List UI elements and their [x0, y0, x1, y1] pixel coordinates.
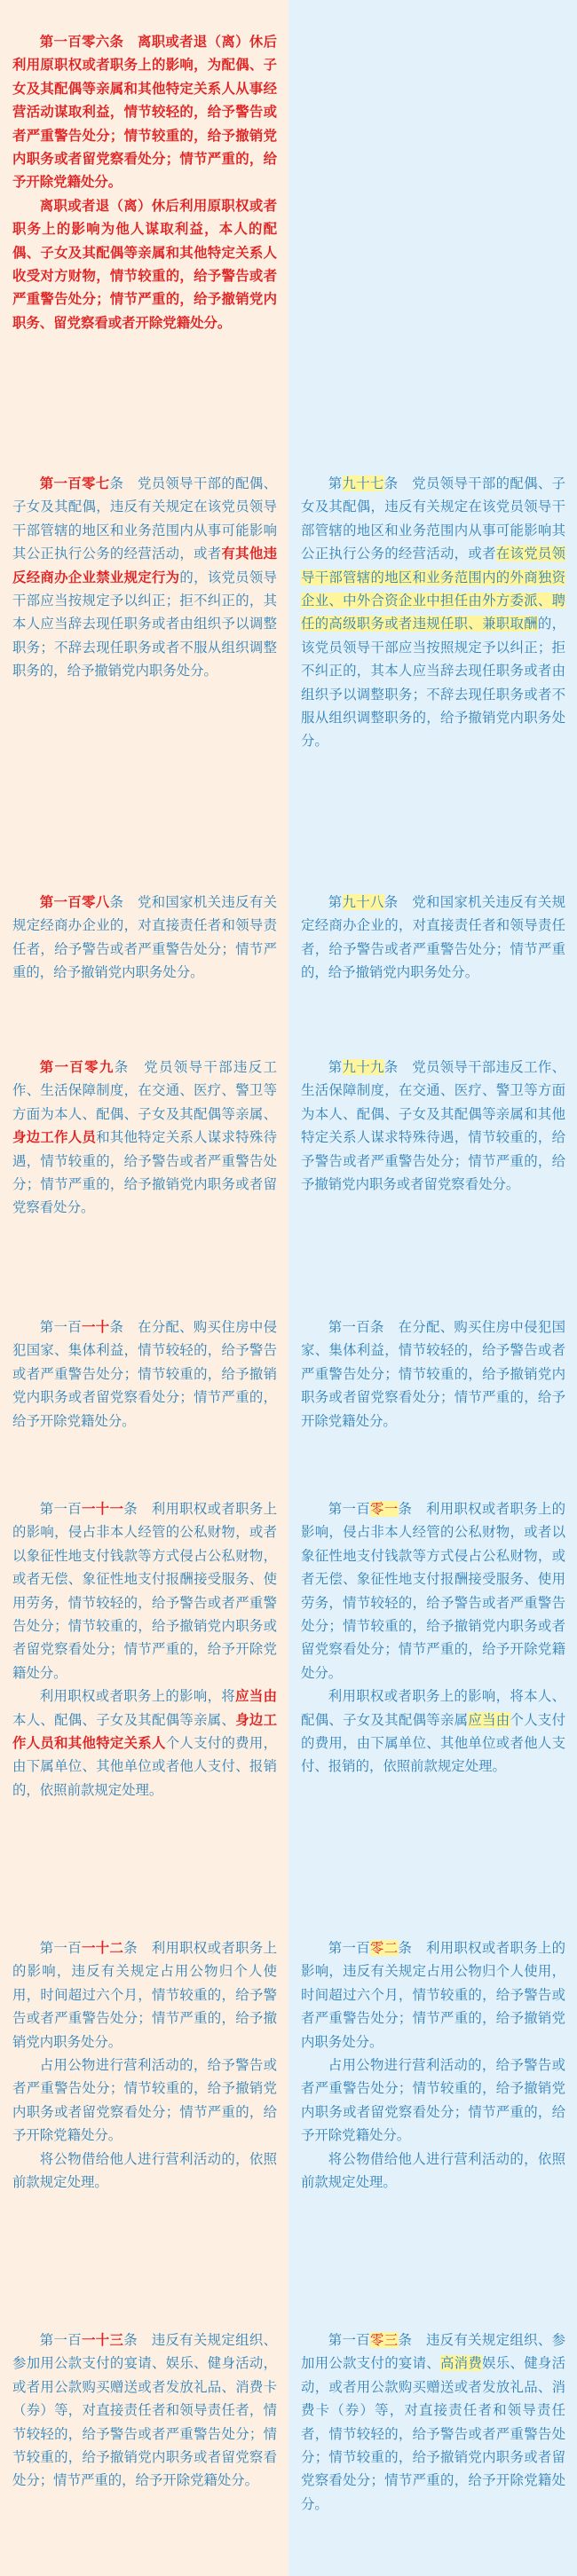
article-107-para-1: 第一百零七条 党员领导干部的配偶、子女及其配偶，违反有关规定在该党员领导干部管辖的地区和业务范围内从事可能影响其公正执行公务的经营活动，或者有其他违反经商办企业禁业规定行为的，该党员领导干部应当按规定予以纠正；拒不纠正的，其本人应当辞去现任职务或者由组织予以调整职务；不辞去现任职务或者不服从组织调整职务的，给予撤销党内职务处分。 — [12, 475, 277, 679]
article-111-para-2: 利用职权或者职务上的影响，将应当由本人、配偶、子女及其配偶等亲属、身边工作人员和其他特定关系人个人支付的费用，由下属单位、其他单位或者他人支付、报销的，依照前款规定处理。 — [12, 1688, 277, 1798]
emphasis-text: 有其他违反经商办企业禁业规定行为 — [12, 546, 277, 585]
article-110-para-1: 第一百一十条 在分配、购买住房中侵犯国家、集体利益，情节较轻的，给予警告或者严重警告处分；情节较重的，给予撤销党内职务或者留党察看处分；情节严重的，给予开除党籍处分。 — [12, 1319, 277, 1429]
article-101-para-2: 利用职权或者职务上的影响，将本人、配偶、子女及其配偶等亲属应当由个人支付的费用，由下属单位、其他单位或者他人支付、报销的，依照前款规定处理。 — [301, 1688, 565, 1775]
article-number: 第一百零七 — [39, 475, 110, 491]
article-98 — [301, 891, 565, 985]
changed-number-highlight: 九十八 — [342, 894, 384, 910]
article-98-para-1: 第九十八条 党和国家机关违反有关规定经商办企业的，对直接责任者和领导责任者，给予警告或者严重警告处分；情节严重的，给予撤销党内职务处分。 — [301, 894, 565, 981]
changed-number-highlight: 九十九 — [342, 1059, 384, 1075]
article-109 — [12, 1056, 277, 1220]
article-111-para-1: 第一百一十一条 利用职权或者职务上的影响，侵占非本人经管的公私财物，或者以象征性地支付钱款等方式侵占公私财物，或者无偿、象征性地支付报酬接受服务、使用劳务，情节较轻的，给予警告或者严重警告处分；情节较重的，给予撤销党内职务或者留党察看处分；情节严重的，给予开除党籍处分。 — [12, 1501, 277, 1681]
article-102-para-3: 将公物借给他人进行营利活动的，依照前款规定处理。 — [301, 2150, 565, 2191]
article-97-para-1: 第九十七条 党员领导干部的配偶、子女及其配偶，违反有关规定在该党员领导干部管辖的地区和业务范围内从事可能影响其公正执行公务的经营活动，或者在该党员领导干部管辖的地区和业务范围内的外商独资企业、中外合资企业中担任由外方委派、聘任的高级职务或者违规任职、兼职取酬的，该党员领导干部应当按照规定予以纠正；拒不纠正的，其本人应当辞去现任职务或者由组织予以调整职务；不辞去现任职务或者不服从组织调整职务的，给予撤销党内职务处分。 — [301, 475, 565, 750]
changed-text-highlight: 应当由 — [468, 1711, 510, 1728]
changed-text-highlight: 在该党员领导干部管辖的地区和业务范围内的外商独资企业、中外合资企业中担任由外方委派、聘任的高级职务或者违规任职、兼职取酬 — [301, 546, 565, 632]
article-112-para-3: 将公物借给他人进行营利活动的，依照前款规定处理。 — [12, 2150, 277, 2191]
article-100 — [301, 1315, 565, 1433]
article-112-para-2: 占用公物进行营利活动的，给予警告或者严重警告处分；情节较重的，给予撤销党内职务或者留党察看处分；情节严重的，给予开除党籍处分。 — [12, 2057, 277, 2144]
changed-number-highlight: 零三 — [370, 2332, 399, 2348]
changed-number-highlight: 零二 — [370, 1940, 399, 1956]
emphasis-text: 应当由 — [235, 1688, 277, 1705]
article-106-para-1: 第一百零六条 离职或者退（离）休后利用原职权或者职务上的影响，为配偶、子女及其配偶等亲属和其他特定关系人从事经营活动谋取利益，情节较轻的，给予警告或者严重警告处分；情节较重的，给予撤销党内职务或者留党察看处分；情节严重的，给予开除党籍处分。 — [12, 34, 277, 191]
article-number: 一十二 — [82, 1940, 124, 1956]
article-106-para-2: 离职或者退（离）休后利用原职权或者职务上的影响为他人谋取利益，本人的配偶、子女及其配偶等亲属和其他特定关系人收受对方财物，情节较重的，给予警告或者严重警告处分；情节严重的，给予撤销党内职务、留党察看或者开除党籍处分。 — [12, 197, 277, 331]
article-108 — [12, 891, 277, 985]
article-number: 第一百零八 — [39, 894, 110, 910]
article-113 — [12, 2329, 277, 2493]
article-102 — [301, 1936, 565, 2194]
changed-text-highlight: 高消费 — [439, 2355, 483, 2372]
article-97 — [301, 472, 565, 753]
changed-number-highlight: 九十七 — [342, 475, 384, 491]
article-110 — [12, 1315, 277, 1433]
article-number: 一十三 — [82, 2332, 124, 2348]
article-113-para-1: 第一百一十三条 违反有关规定组织、参加用公款支付的宴请、娱乐、健身活动，或者用公款购买赠送或者发放礼品、消费卡（券）等，对直接责任者和领导责任者，情节较轻的，给予警告或者严重警告处分；情节较重的，给予撤销党内职务或者留党察看处分；情节严重的，给予开除党籍处分。 — [12, 2332, 277, 2489]
article-101-para-1: 第一百零一条 利用职权或者职务上的影响，侵占非本人经管的公私财物，或者以象征性地支付钱款等方式侵占公私财物，或者无偿、象征性地支付报酬接受服务、使用劳务，情节较轻的，给予警告或者严重警告处分；情节较重的，给予撤销党内职务或者留党察看处分；情节严重的，给予开除党籍处分。 — [301, 1501, 565, 1681]
changed-number-highlight: 零一 — [370, 1501, 399, 1517]
article-103 — [301, 2329, 565, 2516]
article-109-para-1: 第一百零九条 党员领导干部违反工作、生活保障制度，在交通、医疗、警卫等方面为本人、配偶、子女及其配偶等亲属、身边工作人员和其他特定关系人谋求特殊待遇，情节较重的，给予警告或者严重警告处分；情节严重的，给予撤销党内职务或者留党察看处分。 — [12, 1059, 277, 1216]
article-112-para-1: 第一百一十二条 利用职权或者职务上的影响，违反有关规定占用公物归个人使用，时间超过六个月，情节较重的，给予警告或者严重警告处分；情节严重的，给予撤销党内职务处分。 — [12, 1940, 277, 2050]
article-103-para-1: 第一百零三条 违反有关规定组织、参加用公款支付的宴请、高消费娱乐、健身活动，或者用公款购买赠送或者发放礼品、消费卡（券）等，对直接责任者和领导责任者，情节较轻的，给予警告或者严重警告处分；情节较重的，给予撤销党内职务或者留党察看处分；情节严重的，给予开除党籍处分。 — [301, 2332, 565, 2512]
old-version-column — [288, 0, 577, 2576]
article-101 — [301, 1497, 565, 1779]
article-111 — [12, 1497, 277, 1802]
article-100-para-1: 第一百条 在分配、购买住房中侵犯国家、集体利益，情节较轻的，给予警告或者严重警告处分；情节较重的，给予撤销党内职务或者留党察看处分；情节严重的，给予开除党籍处分。 — [301, 1319, 565, 1429]
emphasis-text: 身边工作人员和其他特定关系人 — [12, 1711, 277, 1752]
article-107 — [12, 472, 277, 683]
article-99-para-1: 第九十九条 党员领导干部违反工作、生活保障制度，在交通、医疗、警卫等方面为本人、配偶、子女及其配偶等亲属和其他特定关系人谋求特殊待遇，情节较重的，给予警告或者严重警告处分；情节严重的，给予撤销党内职务或者留党察看处分。 — [301, 1059, 565, 1193]
article-106 — [12, 30, 277, 334]
article-102-para-2: 占用公物进行营利活动的，给予警告或者严重警告处分；情节较重的，给予撤销党内职务或者留党察看处分；情节严重的，给予开除党籍处分。 — [301, 2057, 565, 2144]
article-99 — [301, 1056, 565, 1196]
article-112 — [12, 1936, 277, 2194]
article-number: 一十一 — [82, 1501, 124, 1517]
article-number: 一十 — [82, 1319, 110, 1335]
emphasis-text: 身边工作人员 — [12, 1129, 97, 1146]
article-number: 第一百零九 — [39, 1059, 115, 1075]
article-102-para-1: 第一百零二条 利用职权或者职务上的影响，违反有关规定占用公物归个人使用，时间超过六个月，情节较重的，给予警告或者严重警告处分；情节严重的，给予撤销党内职务处分。 — [301, 1940, 565, 2050]
new-version-column — [0, 0, 288, 2576]
article-108-para-1: 第一百零八条 党和国家机关违反有关规定经商办企业的，对直接责任者和领导责任者，给予警告或者严重警告处分；情节严重的，给予撤销党内职务处分。 — [12, 894, 277, 981]
